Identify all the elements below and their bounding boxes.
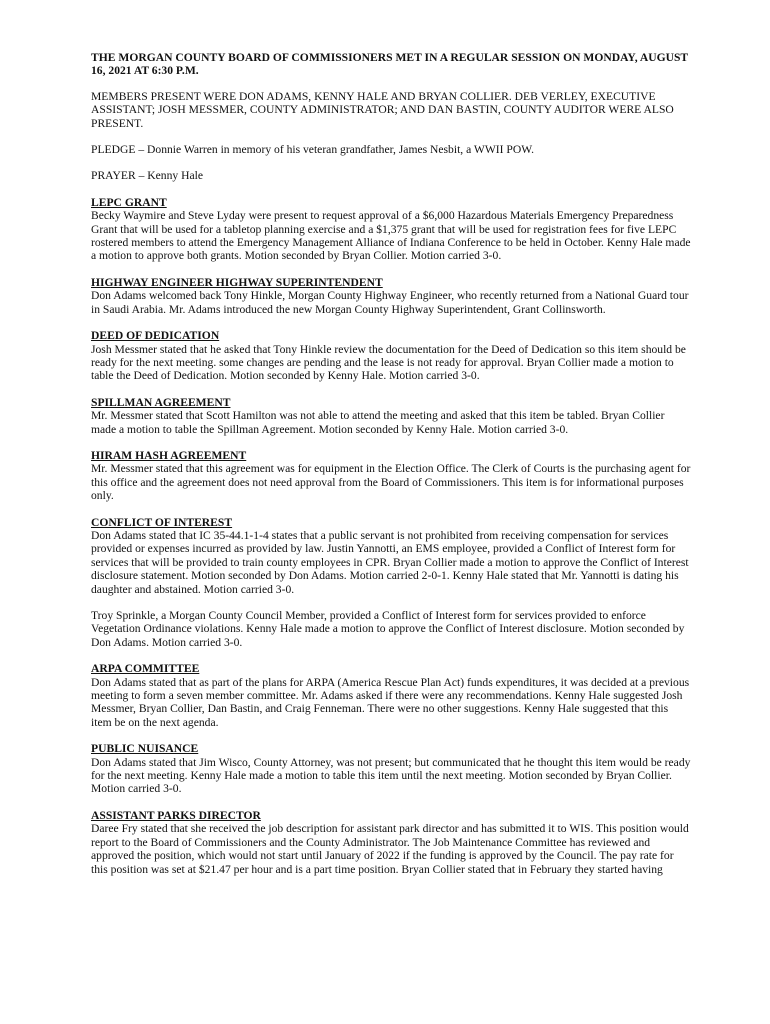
section-heading: HIRAM HASH AGREEMENT <box>91 448 247 462</box>
pledge-line: PLEDGE – Donnie Warren in memory of his veteran grandfather, James Nesbit, a WWII POW. <box>91 143 535 157</box>
prayer-line: PRAYER – Kenny Hale <box>91 169 203 183</box>
section-paragraph: Don Adams stated that IC 35-44.1-1-4 states that a public servant is not prohibited from receiving compensation for services provided or expenses incurred as provided by law. Justin Yannotti, an EMS employee, provided a Conflict of Interest form for services that will be provided to train county employees in CPR. Bryan Collier made a motion to approve the Conflict of Interest disclosure statement. Motion seconded by Don Adams. Motion carried 2-0-1. Kenny Hale stated that Mr. Yannotti is dating his daughter and abstained. Motion carried 3-0. <box>91 528 689 596</box>
section-heading: PUBLIC NUISANCE <box>91 742 199 756</box>
section-lepc-grant <box>91 196 691 263</box>
section-heading: ARPA COMMITTEE <box>91 662 200 676</box>
section-heading: ASSISTANT PARKS DIRECTOR <box>91 808 261 822</box>
section-paragraph: Becky Waymire and Steve Lyday were present to request approval of a $6,000 Hazardous Materials Emergency Preparedness Grant that will be used for a tabletop planning exercise and a $1,375 grant that will be used for registration fees for five LEPC rostered members to attend the Emergency Management Alliance of Indiana Conference to be held in October. Kenny Hale made a motion to approve both grants. Motion seconded by Bryan Collier. Motion carried 3-0. <box>91 209 691 263</box>
section-heading: HIGHWAY ENGINEER HIGHWAY SUPERINTENDENT <box>91 275 383 289</box>
section-paragraph: Don Adams stated that as part of the plans for ARPA (America Rescue Plan Act) funds expenditures, it was decided at a previous meeting to form a seven member committee. Mr. Adams asked if there were any recommendations. Kenny Hale suggested Josh Messmer, Bryan Collier, Dan Bastin, and Craig Fenneman. There were no other suggestions. Kenny Hale suggested that this item be on the next agenda. <box>91 675 690 729</box>
section-heading: SPILLMAN AGREEMENT <box>91 395 231 409</box>
section-paragraph: Mr. Messmer stated that Scott Hamilton was not able to attend the meeting and asked that this item be tabled. Bryan Collier made a motion to table the Spillman Agreement. Motion seconded by Kenny Hale. Motion carried 3-0. <box>91 409 665 436</box>
section-public-nuisance <box>91 742 691 796</box>
section-paragraph: Don Adams stated that Jim Wisco, County Attorney, was not present; but communicated that he thought this item would be ready for the next meeting. Kenny Hale made a motion to table this item until the next meeting. Motion seconded by Bryan Collier. Motion carried 3-0. <box>91 755 691 796</box>
section-paragraph: Don Adams welcomed back Tony Hinkle, Morgan County Highway Engineer, who recently returned from a National Guard tour in Saudi Arabia. Mr. Adams introduced the new Morgan County Highway Superintendent, Grant Collinsworth. <box>91 289 689 316</box>
section-hiram-hash-agreement <box>91 449 691 503</box>
section-highway-engineer <box>91 276 691 316</box>
section-assistant-parks-director <box>91 809 691 876</box>
section-arpa-committee <box>91 662 691 729</box>
document-page <box>91 51 691 889</box>
section-spillman-agreement <box>91 396 691 436</box>
section-paragraph: Josh Messmer stated that he asked that Tony Hinkle review the documentation for the Deed of Dedication so this item should be ready for the next meeting. some changes are pending and the lease is not ready for approval. Bryan Collier made a motion to table the Deed of Dedication. Motion seconded by Kenny Hale. Motion carried 3-0. <box>91 342 686 383</box>
section-paragraph: Mr. Messmer stated that this agreement was for equipment in the Election Office. The Clerk of Courts is the purchasing agent for this office and the agreement does not need approval from the Board of Commissioners. This item is for informational purposes only. <box>91 462 691 503</box>
section-deed-of-dedication <box>91 329 691 383</box>
members-present: MEMBERS PRESENT WERE DON ADAMS, KENNY HALE AND BRYAN COLLIER. DEB VERLEY, EXECUTIVE ASSISTANT; JOSH MESSMER, COUNTY ADMINISTRATOR; AND DAN BASTIN, COUNTY AUDITOR WERE ALSO PRESENT. <box>91 89 674 130</box>
section-paragraph: Troy Sprinkle, a Morgan County Council Member, provided a Conflict of Interest form for services provided to enforce Vegetation Ordinance violations. Kenny Hale made a motion to approve the Conflict of Interest disclosure. Motion seconded by Don Adams. Motion carried 3-0. <box>91 609 685 649</box>
section-heading: DEED OF DEDICATION <box>91 329 220 343</box>
section-paragraph: Daree Fry stated that she received the job description for assistant park director and has submitted it to WIS. This position would report to the Board of Commissioners and the County Administrator. The Job Maintenance Committee has reviewed and approved the position, which would not start until January of 2022 if the funding is approved by the Council. The pay rate for this position was set at $21.47 per hour and is a part time position. Bryan Collier stated that in February they started having <box>91 822 689 876</box>
section-heading: LEPC GRANT <box>91 195 167 209</box>
section-heading: CONFLICT OF INTEREST <box>91 515 233 529</box>
document-title: THE MORGAN COUNTY BOARD OF COMMISSIONERS MET IN A REGULAR SESSION ON MONDAY, AUGUST 16, 2021 AT 6:30 P.M. <box>91 51 688 78</box>
section-conflict-of-interest <box>91 516 691 650</box>
